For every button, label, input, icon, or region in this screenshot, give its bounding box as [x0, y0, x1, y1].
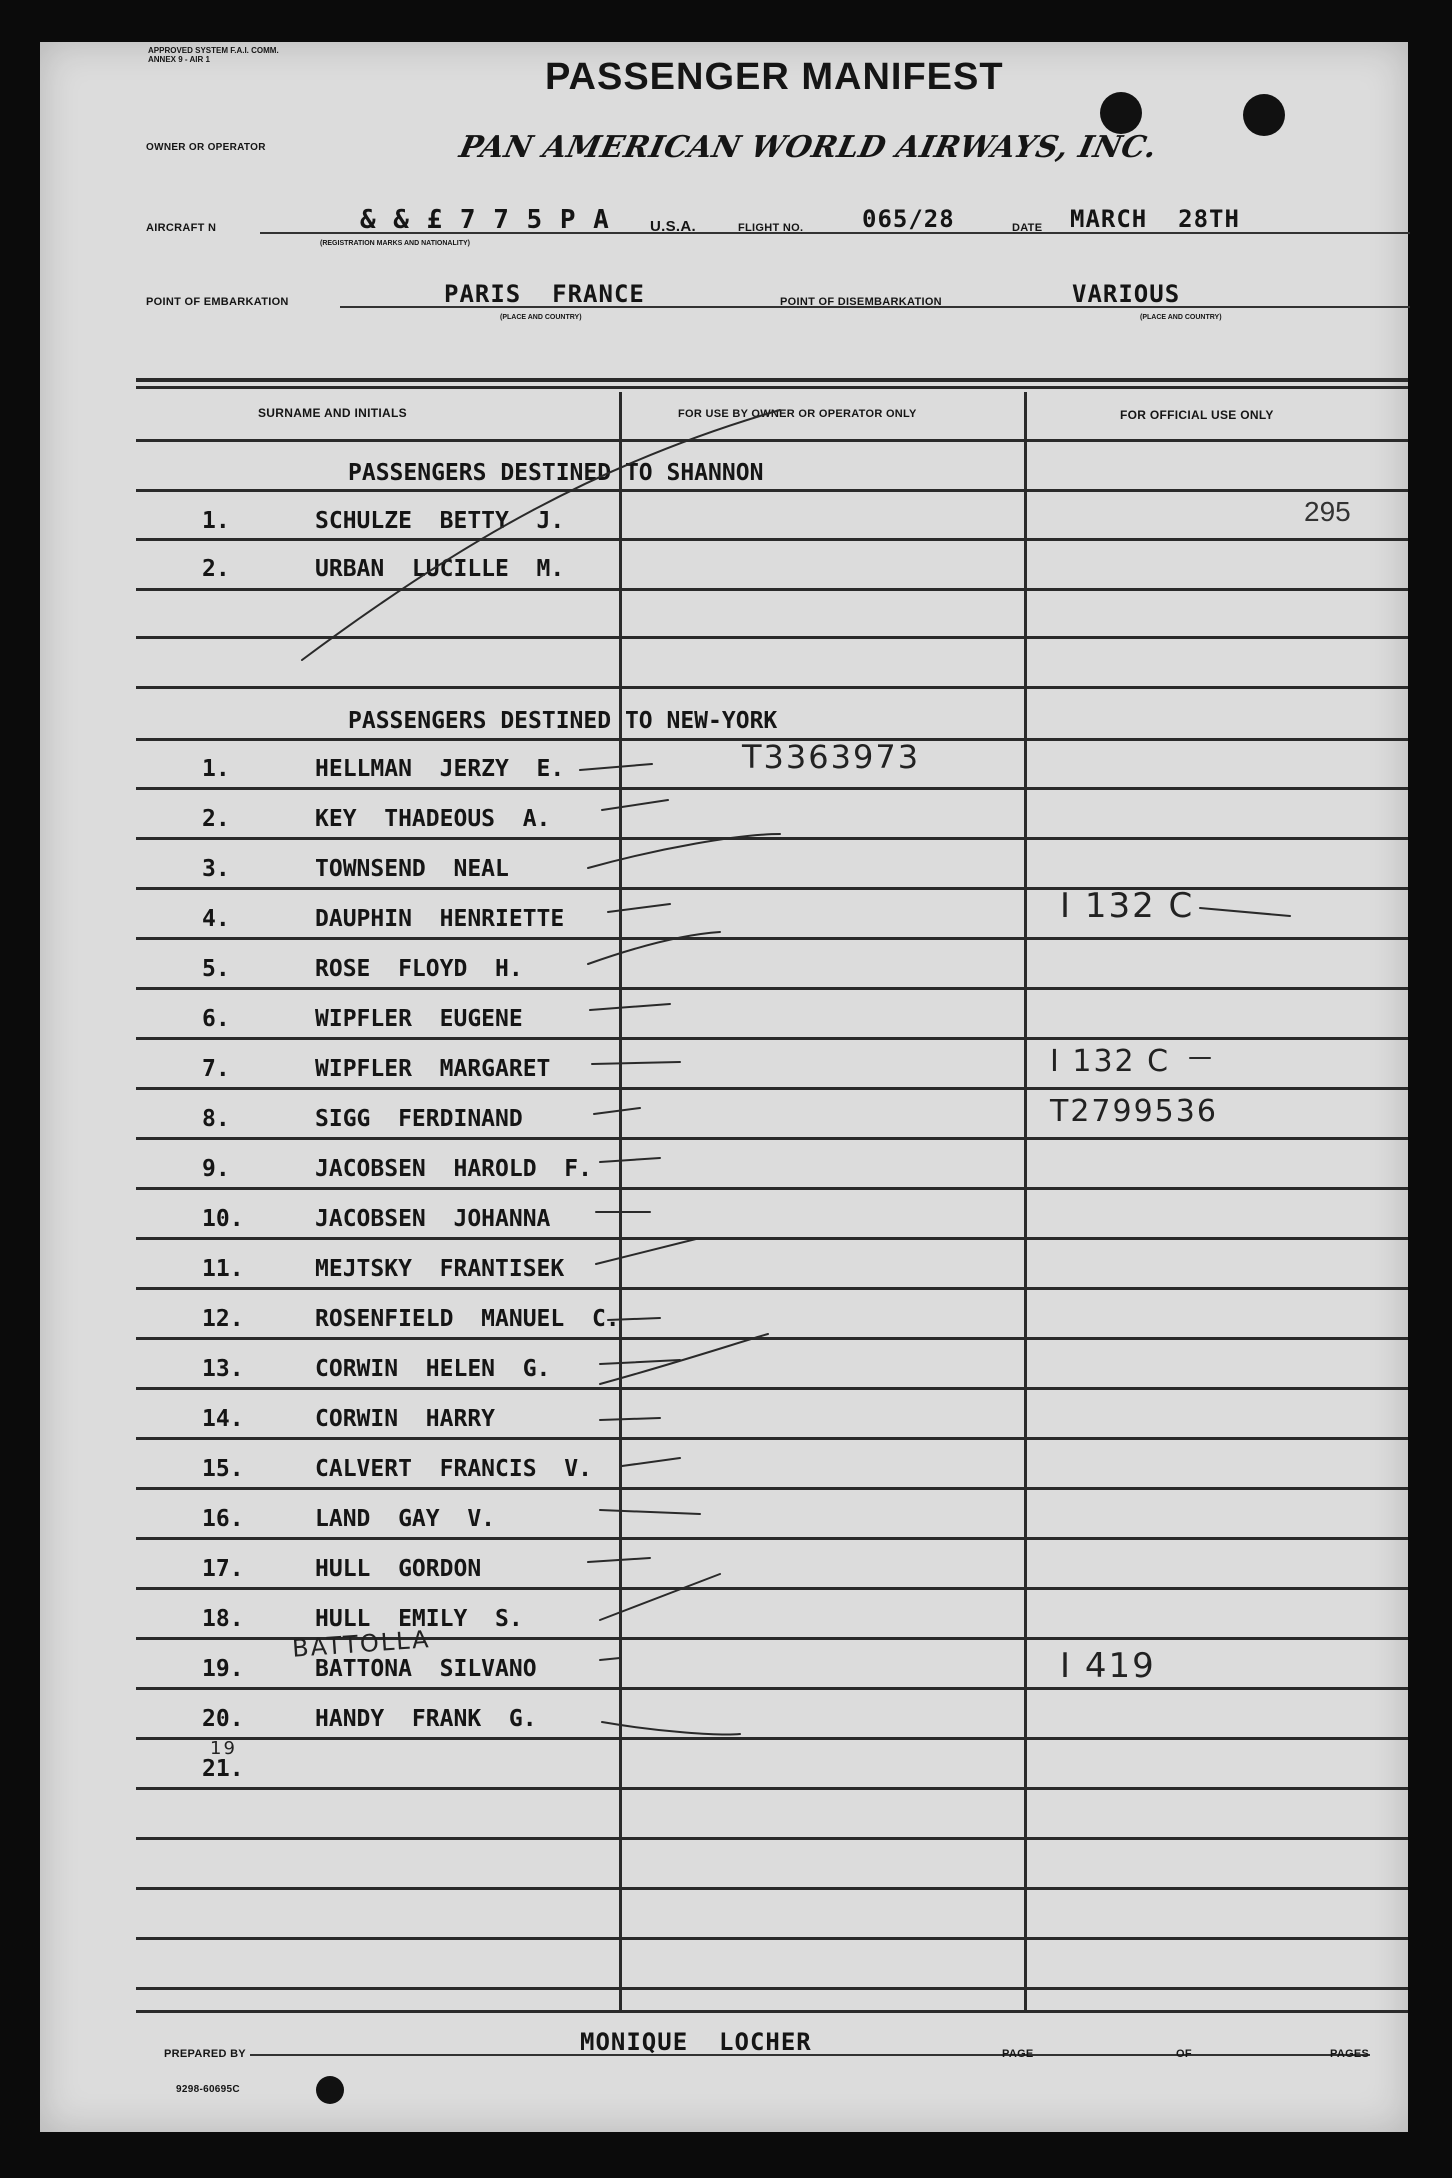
shannon-row-2-number: 2. — [202, 556, 230, 582]
usa-label: U.S.A. — [650, 218, 696, 235]
list-item-name: WIPFLER EUGENE — [315, 1006, 523, 1032]
section-heading-newyork: PASSENGERS DESTINED TO NEW-YORK — [348, 708, 778, 734]
shannon-row-1-name: SCHULZE BETTY J. — [315, 508, 565, 534]
list-item-number: 6. — [202, 1006, 230, 1032]
flight-value: 065/28 — [862, 205, 955, 233]
handwritten-wipfler-official: I 132 C — [1050, 1044, 1171, 1079]
disembark-label: POINT OF DISEMBARKATION — [780, 296, 942, 308]
bottom-hole — [316, 2076, 344, 2104]
row-rule — [136, 1087, 1408, 1090]
list-item-name: KEY THADEOUS A. — [315, 806, 551, 832]
col-header-official: FOR OFFICIAL USE ONLY — [1120, 408, 1274, 422]
list-item-number: 15. — [202, 1456, 244, 1482]
row-rule — [136, 1437, 1408, 1440]
handwritten-battona-correction: BATTOLLA — [291, 1625, 432, 1663]
list-item-number: 7. — [202, 1056, 230, 1082]
shannon-rule-1 — [136, 538, 1408, 541]
list-item-number: 16. — [202, 1506, 244, 1532]
col-divider-1 — [619, 392, 622, 2012]
punch-hole-left — [1100, 92, 1142, 134]
page-title: PASSENGER MANIFEST — [545, 56, 1004, 98]
handwritten-dauphin-official: I 132 C — [1060, 886, 1195, 926]
flight-label: FLIGHT NO. — [738, 222, 804, 234]
list-item-number: 8. — [202, 1106, 230, 1132]
shannon-rule-4 — [136, 686, 1408, 689]
list-item-number: 5. — [202, 956, 230, 982]
list-item-name: CORWIN HARRY — [315, 1406, 496, 1432]
row-rule — [136, 1337, 1408, 1340]
row-rule — [136, 1937, 1408, 1940]
list-item-name: SIGG FERDINAND — [315, 1106, 523, 1132]
row-rule — [136, 1487, 1408, 1490]
row-rule — [136, 937, 1408, 940]
list-item-name: HELLMAN JERZY E. — [315, 756, 565, 782]
row-rule — [136, 1137, 1408, 1140]
col-divider-2 — [1024, 392, 1027, 2012]
aircraft-sublabel: (REGISTRATION MARKS AND NATIONALITY) — [320, 240, 470, 247]
row-rule — [136, 1987, 1408, 1990]
shannon-row-2-name: URBAN LUCILLE M. — [315, 556, 565, 582]
embark-sublabel: (PLACE AND COUNTRY) — [500, 314, 582, 321]
list-item-number: 12. — [202, 1306, 244, 1332]
list-item-name: HANDY FRANK G. — [315, 1706, 537, 1732]
row-rule — [136, 1787, 1408, 1790]
list-item-number: 11. — [202, 1256, 244, 1282]
aircraft-value: & & £ 7 7 5 P A — [360, 205, 610, 235]
list-item-number: 1. — [202, 756, 230, 782]
list-item-name: HULL EMILY S. — [315, 1606, 523, 1632]
disembark-sublabel: (PLACE AND COUNTRY) — [1140, 314, 1222, 321]
row-rule — [136, 1237, 1408, 1240]
aircraft-underline — [260, 232, 1410, 234]
handwritten-sigg-official: T2799536 — [1050, 1094, 1218, 1129]
list-item-name: JACOBSEN JOHANNA — [315, 1206, 551, 1232]
list-item-number: 18. — [202, 1606, 244, 1632]
list-item-name: MEJTSKY FRANTISEK — [315, 1256, 565, 1282]
handwritten-num-19: 19 — [210, 1738, 237, 1759]
row-rule — [136, 987, 1408, 990]
disembark-value: VARIOUS — [1072, 280, 1181, 308]
row-rule — [136, 787, 1408, 790]
row-rule — [136, 1387, 1408, 1390]
list-item-number: 10. — [202, 1206, 244, 1232]
col-header-owner: FOR USE BY OWNER OR OPERATOR ONLY — [678, 408, 917, 420]
row-rule — [136, 1537, 1408, 1540]
list-item-name: HULL GORDON — [315, 1556, 482, 1582]
date-label: DATE — [1012, 222, 1043, 234]
list-item-name: DAUPHIN HENRIETTE — [315, 906, 565, 932]
embark-underline — [340, 306, 1410, 308]
list-item-number: 20. — [202, 1706, 244, 1732]
list-item-name: JACOBSEN HAROLD F. — [315, 1156, 592, 1182]
shannon-rule-3 — [136, 636, 1408, 639]
table-bottom-rule — [136, 2010, 1408, 2013]
list-item-number: 17. — [202, 1556, 244, 1582]
punch-hole-right — [1243, 94, 1285, 136]
handwritten-battona-official: I 419 — [1060, 1646, 1156, 1686]
row-rule — [136, 1737, 1408, 1740]
list-item-number: 21. — [202, 1756, 244, 1782]
list-item-name: CALVERT FRANCIS V. — [315, 1456, 592, 1482]
row-rule — [136, 1587, 1408, 1590]
owner-label: OWNER OR OPERATOR — [146, 142, 266, 153]
section-heading-shannon: PASSENGERS DESTINED TO SHANNON — [348, 460, 764, 486]
embark-value: PARIS FRANCE — [444, 280, 645, 308]
list-item-number: 19. — [202, 1656, 244, 1682]
of-label: OF — [1176, 2048, 1192, 2060]
row-rule — [136, 1887, 1408, 1890]
row-rule — [136, 1837, 1408, 1840]
row-rule — [136, 837, 1408, 840]
shannon-official-stamp: 295 — [1304, 496, 1351, 527]
table-top-rule — [136, 378, 1408, 382]
list-item-number: 3. — [202, 856, 230, 882]
list-item-number: 13. — [202, 1356, 244, 1382]
row-rule — [136, 1287, 1408, 1290]
form-code: 9298-60695C — [176, 2084, 240, 2095]
row-rule — [136, 1687, 1408, 1690]
handwritten-hellman-owner: T3363973 — [742, 738, 921, 776]
shannon-rule-0 — [136, 489, 1408, 492]
manifest-sheet — [40, 42, 1408, 2132]
page-label: PAGE — [1002, 2048, 1034, 2060]
date-value: MARCH 28TH — [1070, 205, 1240, 233]
list-item-number: 2. — [202, 806, 230, 832]
company-name: PAN AMERICAN WORLD AIRWAYS, INC. — [456, 130, 1161, 165]
header-bottom-rule — [136, 439, 1408, 442]
pages-label: PAGES — [1330, 2048, 1370, 2060]
shannon-rule-2 — [136, 588, 1408, 591]
list-item-name: WIPFLER MARGARET — [315, 1056, 551, 1082]
table-top-rule-2 — [136, 386, 1408, 389]
list-item-number: 14. — [202, 1406, 244, 1432]
row-rule — [136, 1037, 1408, 1040]
aircraft-label: AIRCRAFT N — [146, 222, 217, 234]
prepared-value: MONIQUE LOCHER — [580, 2028, 812, 2056]
approval-stamp: APPROVED SYSTEM F.A.I. COMM. ANNEX 9 - AIR 1 — [148, 46, 279, 64]
list-item-name: CORWIN HELEN G. — [315, 1356, 551, 1382]
row-rule — [136, 887, 1408, 890]
prepared-underline — [250, 2054, 1370, 2056]
list-item-name: BATTONA SILVANO — [315, 1656, 537, 1682]
list-item-name: ROSE FLOYD H. — [315, 956, 523, 982]
prepared-label: PREPARED BY — [164, 2048, 246, 2060]
list-item-number: 9. — [202, 1156, 230, 1182]
list-item-name: ROSENFIELD MANUEL C. — [315, 1306, 620, 1332]
list-item-name: LAND GAY V. — [315, 1506, 496, 1532]
embark-label: POINT OF EMBARKATION — [146, 296, 289, 308]
shannon-row-1-number: 1. — [202, 508, 230, 534]
col-header-name: SURNAME AND INITIALS — [258, 406, 407, 420]
list-item-number: 4. — [202, 906, 230, 932]
row-rule — [136, 1187, 1408, 1190]
list-item-name: TOWNSEND NEAL — [315, 856, 509, 882]
